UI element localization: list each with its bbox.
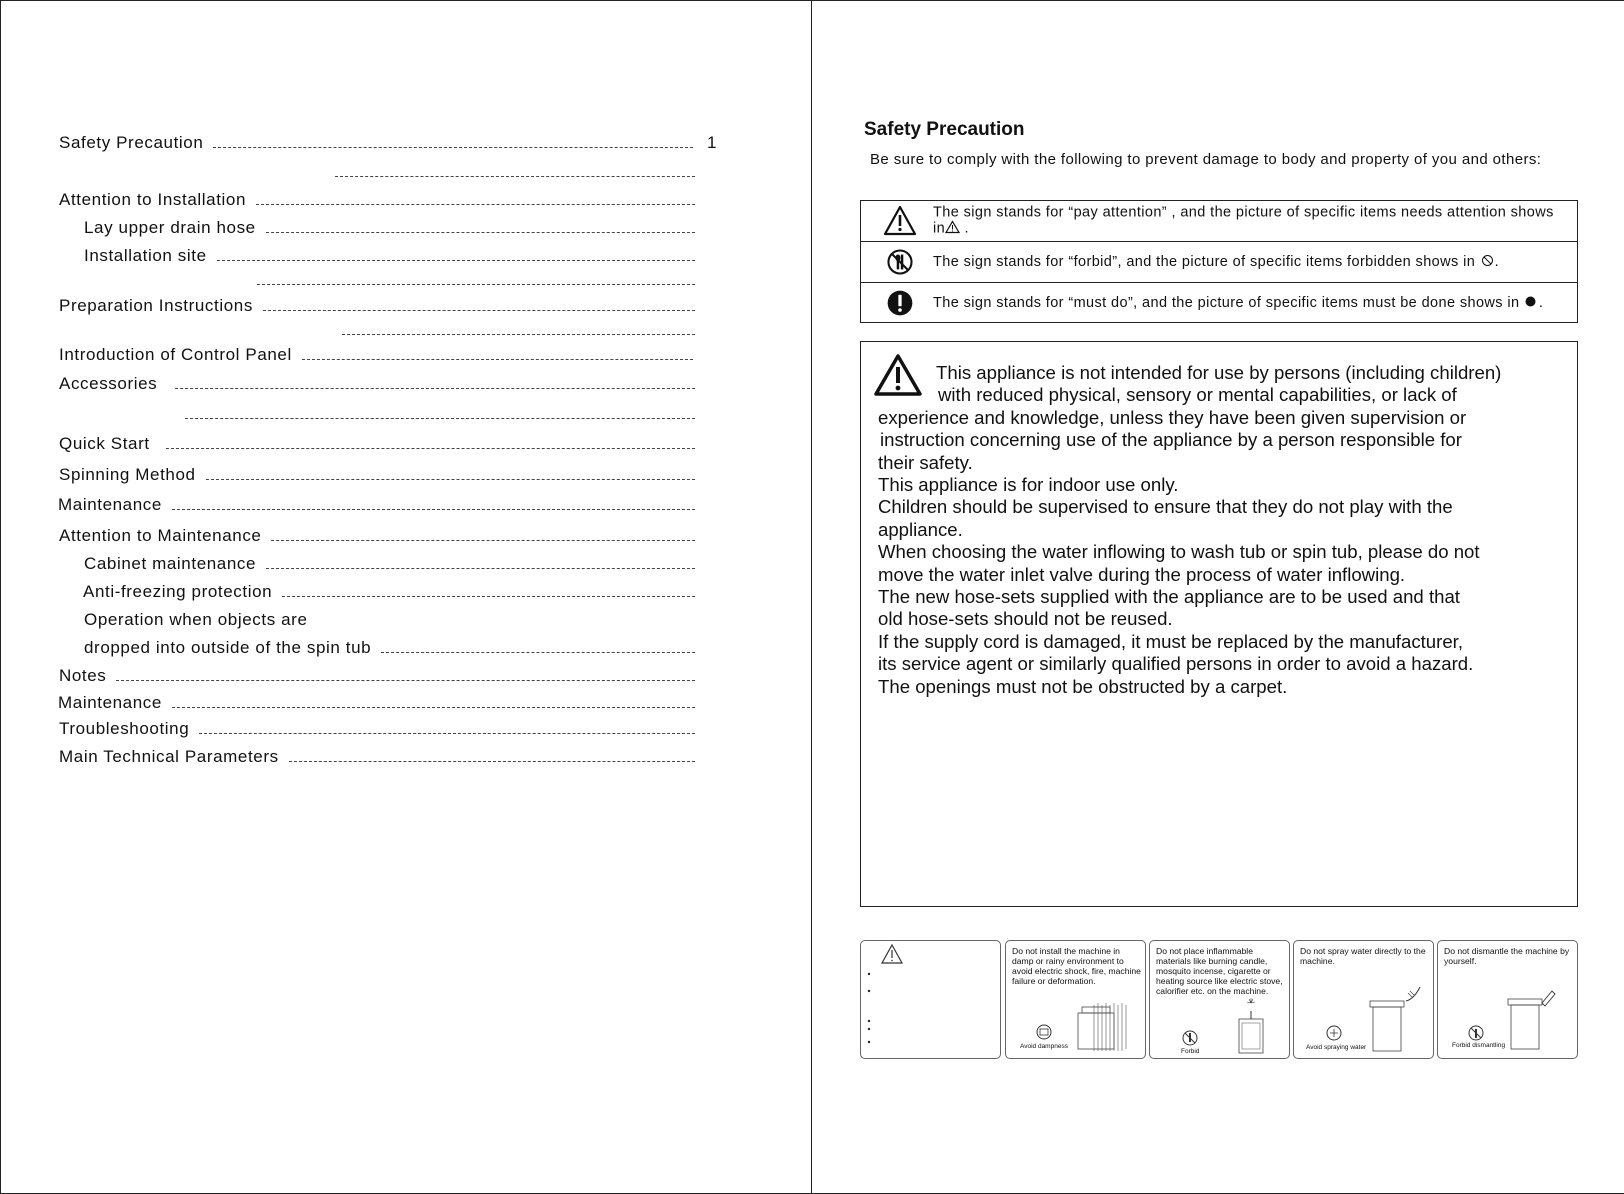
warning-line: move the water inlet valve during the process of water inflowing. bbox=[878, 563, 1406, 585]
toc-leader bbox=[199, 732, 695, 734]
warning-triangle-icon bbox=[883, 204, 917, 238]
toc-entry-spinning-method[interactable] bbox=[59, 461, 695, 485]
warning-line: its service agent or similarly qualified persons in order to avoid a hazard. bbox=[878, 653, 1474, 675]
strip-panel-dampness bbox=[1005, 940, 1146, 1059]
toc-label: Lay upper drain hose bbox=[84, 218, 256, 237]
toc-label: Attention to Maintenance bbox=[59, 526, 262, 545]
section-title: Safety Precaution bbox=[864, 119, 1025, 140]
warning-line: old hose-sets should not be reused. bbox=[878, 608, 1173, 630]
toc-page-number: 1 bbox=[707, 133, 718, 152]
legend-text: The sign stands for “must do”, and the picture of specific items must be done shows in bbox=[933, 294, 1520, 311]
warning-line: with reduced physical, sensory or mental capabilities, or lack of bbox=[938, 384, 1457, 406]
safety-intro-text: Be sure to comply with the following to prevent damage to body and property of you and others: bbox=[870, 151, 1542, 168]
toc-leader bbox=[166, 447, 695, 449]
toc-entry-main-technical-parameters[interactable] bbox=[59, 743, 695, 767]
panel-caption: Forbid bbox=[1181, 1048, 1200, 1055]
warning-line: Children should be supervised to ensure that they do not play with the bbox=[878, 496, 1453, 518]
washer-dampness-illustration bbox=[1006, 941, 1147, 1058]
toc-leader bbox=[335, 176, 695, 177]
strip-panel-spraying bbox=[1293, 940, 1434, 1059]
small-triangle-icon bbox=[945, 221, 960, 234]
toc-leader bbox=[257, 284, 695, 285]
panel-caption: Forbid dismantling bbox=[1452, 1042, 1506, 1049]
small-forbid-icon bbox=[1480, 254, 1495, 267]
legend-row-must-do: The sign stands for “must do”, and the picture of specific items must be done shows in . bbox=[861, 283, 1577, 322]
toc-leader bbox=[185, 418, 695, 419]
toc-label: Maintenance bbox=[58, 693, 162, 712]
toc-entry-installation-site[interactable] bbox=[84, 242, 695, 266]
warning-box bbox=[860, 341, 1578, 907]
warning-line: experience and knowledge, unless they have been given supervision or bbox=[878, 406, 1467, 428]
strip-panel-dismantling bbox=[1437, 940, 1578, 1059]
toc-entry-preparation-instructions[interactable] bbox=[59, 292, 695, 316]
toc-label: Introduction of Control Panel bbox=[59, 345, 292, 364]
toc-entry-troubleshooting[interactable] bbox=[59, 715, 695, 739]
toc-entry-introduction-of-control-panel[interactable] bbox=[59, 341, 693, 365]
small-dot-icon bbox=[1524, 295, 1539, 308]
warning-text bbox=[878, 362, 1538, 698]
toc-label: Quick Start bbox=[59, 434, 150, 453]
warning-line: appliance. bbox=[878, 518, 963, 540]
toc-leader bbox=[175, 387, 695, 389]
toc-leader bbox=[263, 309, 695, 311]
toc-label: Cabinet maintenance bbox=[84, 554, 257, 573]
warning-line: The openings must not be obstructed by a carpet. bbox=[878, 675, 1288, 697]
toc-label: Troubleshooting bbox=[59, 719, 190, 738]
toc-leader bbox=[302, 358, 693, 360]
toc-label: Accessories bbox=[59, 374, 158, 393]
toc-entry-attention-to-maintenance[interactable] bbox=[59, 522, 695, 546]
panel-text: Do not dismantle the machine by yourself. bbox=[1444, 946, 1570, 966]
legend-row-attention: The sign stands for “pay attention” , and the picture of specific items needs attention shows in . bbox=[861, 201, 1577, 242]
dismantling-illustration bbox=[1438, 941, 1579, 1058]
toc-leader bbox=[266, 231, 695, 233]
toc-leader bbox=[271, 539, 695, 541]
toc-entry-notes[interactable] bbox=[59, 662, 695, 686]
toc-entry-accessories[interactable] bbox=[59, 370, 695, 394]
toc-entry-quick-start[interactable] bbox=[59, 430, 695, 454]
toc-label: Anti-freezing protection bbox=[83, 582, 273, 601]
toc-entry-anti-freezing-protection[interactable] bbox=[83, 578, 695, 602]
toc-entry-maintenance-2[interactable] bbox=[58, 689, 695, 713]
must-do-icon bbox=[886, 289, 914, 317]
sign-legend-table bbox=[860, 200, 1578, 323]
warning-line: If the supply cord is damaged, it must be replaced by the manufacturer, bbox=[878, 630, 1463, 652]
toc-label: Main Technical Parameters bbox=[59, 747, 279, 766]
toc-entry-cabinet-maintenance[interactable] bbox=[84, 550, 695, 574]
toc-leader bbox=[289, 760, 695, 762]
panel-text: Do not place inflammable materials like burning candle, mosquito incense, cigarette or heating source like electric stove, calorifier etc. on the machine. bbox=[1156, 946, 1283, 996]
toc-label: Operation when objects are bbox=[84, 610, 308, 629]
toc-leader bbox=[213, 146, 693, 148]
warning-line: When choosing the water inflowing to wash tub or spin tub, please do not bbox=[878, 541, 1480, 563]
panel-text: Do not install the machine in damp or rainy environment to avoid electric shock, fire, machine failure or deformation. bbox=[1012, 946, 1141, 986]
toc-entry-operation-objects-line2[interactable] bbox=[84, 634, 695, 658]
toc-entry-operation-objects-line1[interactable] bbox=[84, 606, 384, 630]
toc-label: Spinning Method bbox=[59, 465, 196, 484]
strip-panel-warning bbox=[860, 940, 1001, 1059]
toc-leader bbox=[172, 706, 695, 708]
legend-text: The sign stands for “pay attention” , and the picture of specific items needs attention shows in bbox=[933, 204, 1554, 237]
toc-label: Safety Precaution bbox=[59, 133, 204, 152]
toc-label: dropped into outside of the spin tub bbox=[84, 638, 372, 657]
toc-leader bbox=[256, 203, 695, 205]
panel-text: Do not spray water directly to the machine. bbox=[1300, 946, 1426, 966]
strip-panel-inflammable bbox=[1149, 940, 1290, 1059]
toc-entry-maintenance[interactable] bbox=[58, 491, 695, 515]
warning-line: This appliance is not intended for use by persons (including children) bbox=[936, 362, 1502, 383]
warning-line: This appliance is for indoor use only. bbox=[878, 474, 1179, 496]
toc-entry-attention-to-installation[interactable] bbox=[59, 186, 695, 210]
forbid-icon bbox=[886, 248, 914, 276]
toc-label: Preparation Instructions bbox=[59, 296, 253, 315]
warning-line: instruction concerning use of the appliance by a person responsible for bbox=[880, 429, 1462, 451]
toc-leader bbox=[342, 334, 695, 335]
toc-leader bbox=[282, 595, 695, 597]
toc-leader bbox=[217, 259, 695, 261]
panel-caption: Avoid dampness bbox=[1020, 1043, 1068, 1050]
toc-label: Notes bbox=[59, 666, 107, 685]
toc-label: Maintenance bbox=[58, 495, 162, 514]
legend-text: The sign stands for “forbid”, and the picture of specific items forbidden shows in bbox=[933, 254, 1476, 270]
warning-line: The new hose-sets supplied with the appliance are to be used and that bbox=[878, 586, 1460, 608]
panel-caption: Avoid spraying water bbox=[1306, 1044, 1367, 1051]
toc-entry-lay-upper-drain-hose[interactable] bbox=[84, 214, 695, 238]
spraying-water-illustration bbox=[1294, 941, 1435, 1058]
toc-leader bbox=[266, 567, 695, 569]
toc-leader bbox=[172, 508, 695, 510]
toc-leader bbox=[116, 679, 695, 681]
warning-triangle-icon bbox=[861, 941, 1002, 1058]
warning-line: their safety. bbox=[878, 451, 973, 473]
toc-label: Attention to Installation bbox=[59, 190, 247, 209]
candle-on-washer-illustration bbox=[1150, 941, 1291, 1058]
toc-label: Installation site bbox=[84, 246, 207, 265]
toc-leader bbox=[381, 651, 695, 653]
right-page-safety bbox=[811, 0, 1624, 1194]
toc-entry-safety-precaution[interactable] bbox=[59, 129, 719, 153]
legend-row-forbid: The sign stands for “forbid”, and the picture of specific items forbidden shows in . bbox=[861, 242, 1577, 283]
toc-leader bbox=[206, 478, 695, 480]
